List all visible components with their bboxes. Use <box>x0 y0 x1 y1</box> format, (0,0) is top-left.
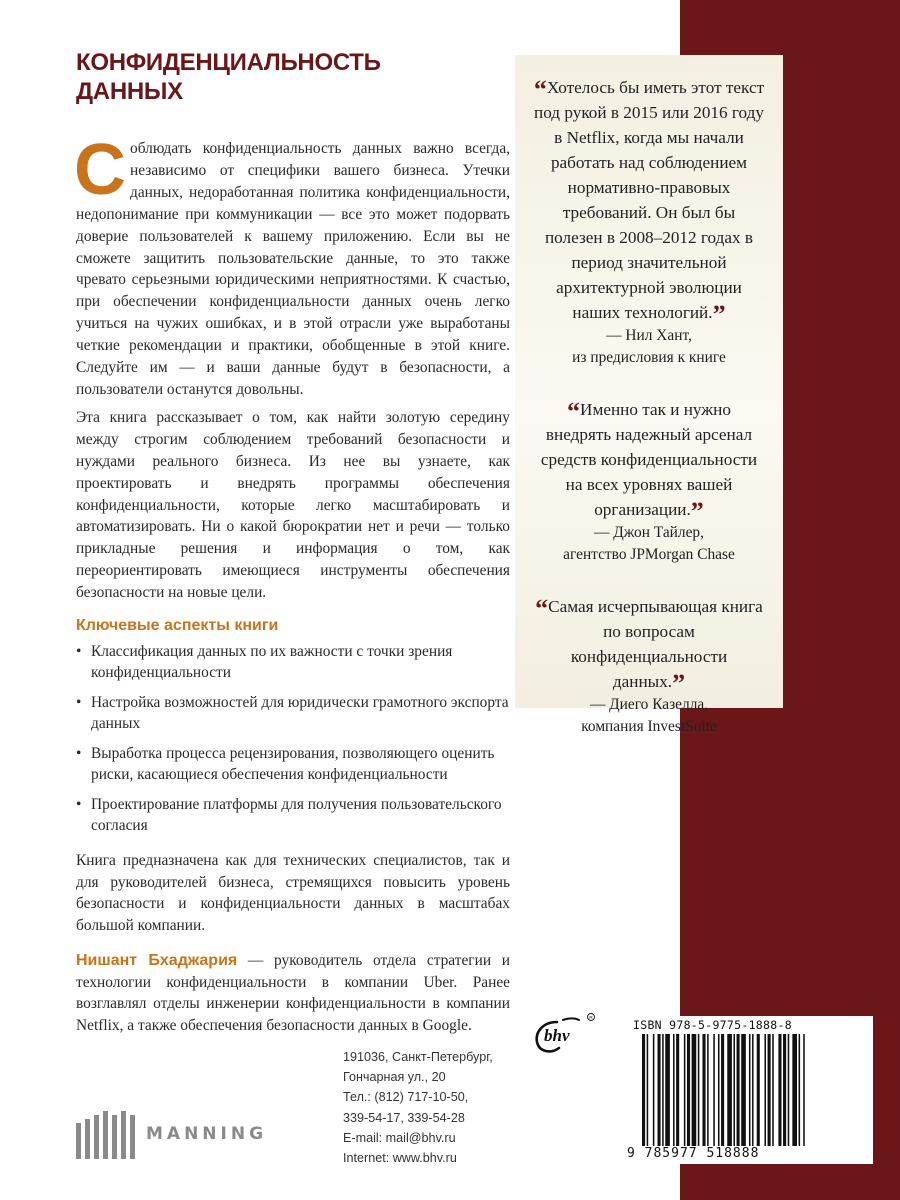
testimonial-2 <box>533 397 765 566</box>
bhv-logo-icon <box>527 1008 597 1058</box>
testimonial-text: Самая исчерпывающая книга по вопросам конфиденциальности данных. <box>548 597 763 691</box>
key-aspect-item: • Настройка возможностей для юридически грамотного экспорта данных <box>76 692 510 734</box>
testimonial-author: — Джон Тайлер, <box>594 524 704 541</box>
publisher-website: Internet: www.bhv.ru <box>343 1151 457 1166</box>
barcode-digits: 9 785977 518888 <box>627 1146 760 1161</box>
manning-logo-text: MANNING <box>146 1124 268 1144</box>
close-quote-mark: ” <box>672 669 686 698</box>
description-paragraph-1 <box>74 130 510 401</box>
testimonial-quote <box>533 75 765 329</box>
testimonial-quote <box>533 594 765 698</box>
author-bio <box>76 950 510 1036</box>
open-quote-mark: “ <box>533 75 547 104</box>
key-aspect-item: • Выработка процесса рецензирования, позволяющего оценить риски, касающиеся обеспечения конфиденциальности <box>76 743 510 785</box>
close-quote-mark: ” <box>712 300 726 329</box>
book-title <box>76 48 510 106</box>
author-name: Нишант Бхаджария <box>76 952 238 970</box>
back-cover-main-column <box>76 48 510 1036</box>
publisher-contacts <box>343 1047 493 1168</box>
testimonial-text: Именно так и нужно внедрять надежный арсенал средств конфиденциальности на всех уровнях вашей организации. <box>540 400 758 519</box>
publisher-address-line-2: Гончарная ул., 20 <box>343 1070 446 1085</box>
key-aspects-heading: Ключевые аспекты книги <box>76 617 279 635</box>
open-quote-mark: “ <box>535 594 549 623</box>
publisher-phone-line-1: Тел.: (812) 717-10-50, <box>343 1090 469 1105</box>
svg-text:R: R <box>589 1016 593 1021</box>
testimonials-panel <box>515 55 783 735</box>
description-paragraph-1-text: облюдать конфиденциальность данных важно всегда, независимо от специфики вашего бизнеса. Утечки данных, недоработанная политика конфиденциальности, недопонимание при коммуникации — все это может подорвать доверие пользователей к вашему приложению. Если вы не сможете защитить пользовательские данные, то это также чревато серьезными юридическими неприятностями. К счастью, при обеспечении конфиденциальности данных очень легко учиться на чужих ошибках, и в этой отрасли уже выработаны четкие рекомендации и практики, обобщенные в этой книге. Следуйте им — и ваши данные будут в безопасности, а пользователи останутся довольны. <box>76 140 510 398</box>
testimonial-author: — Диего Казелла, <box>589 696 709 713</box>
testimonial-3 <box>533 594 765 738</box>
drop-cap-letter: С <box>74 130 126 210</box>
publisher-email: E-mail: mail@bhv.ru <box>343 1130 456 1145</box>
open-quote-mark: “ <box>567 397 581 426</box>
testimonial-source: агентство JPMorgan Chase <box>563 546 735 563</box>
testimonial-source: компания InvestSuite <box>581 718 717 735</box>
testimonial-1 <box>533 75 765 369</box>
book-title-line-2: ДАННЫХ <box>76 78 183 105</box>
isbn-label: ISBN 978-5-9775-1888-8 <box>633 1018 792 1032</box>
isbn-barcode-box <box>625 1016 873 1164</box>
description-paragraph-2: Эта книга рассказывает о том, как найти золотую середину между строгим соблюдением требований безопасности и нуждами реального бизнеса. Из нее вы узнаете, как проектировать и внедрять программы обеспечения конфиденциальности, которые легко масштабировать и автоматизировать. Ни о какой бюрократии нет и речи — только прикладные решения и информация о том, как переориентировать имеющиеся инструменты обеспечения безопасности на новые цели. <box>76 408 510 602</box>
barcode-icon <box>642 1034 867 1146</box>
publisher-address-line-1: 191036, Санкт-Петербург, <box>343 1050 493 1064</box>
key-aspects-list <box>76 641 510 836</box>
target-audience-text: Книга предназначена как для технических специалистов, так и для руководителей бизнеса, стремящихся повысить уровень безопасности и конфиденциальности данных в масштабах большой компании. <box>76 852 510 934</box>
book-title-line-1: КОНФИДЕНЦИАЛЬНОСТЬ <box>76 49 381 76</box>
publisher-phone-line-2: 339-54-17, 339-54-28 <box>343 1110 465 1125</box>
testimonial-source: из предисловия к книге <box>572 349 726 366</box>
close-quote-mark: ” <box>690 497 704 526</box>
testimonial-quote <box>533 397 765 526</box>
testimonial-text: Хотелось бы иметь этот текст под рукой в 2015 или 2016 году в Netflix, когда мы начали работать над соблюдением нормативно-правовых требований. Он был бы полезен в 2008–2012 годах в период значительной архитектурной эволюции наших технологий. <box>534 78 765 322</box>
book-description <box>74 130 510 604</box>
bhv-logo-text: bhv <box>544 1026 570 1045</box>
key-aspect-item: • Классификация данных по их важности с точки зрения конфиденциальности <box>76 641 510 683</box>
testimonial-author: — Нил Хант, <box>606 327 692 344</box>
author-bio-text: — руководитель отдела стратегии и технологии конфиденциальности в компании Uber. Ранее возглавлял отделы инженерии конфиденциальности в компании Netflix, а также обеспечения безопасности данных в Google. <box>76 952 511 1034</box>
key-aspect-item: • Проектирование платформы для получения пользовательского согласия <box>76 794 510 836</box>
